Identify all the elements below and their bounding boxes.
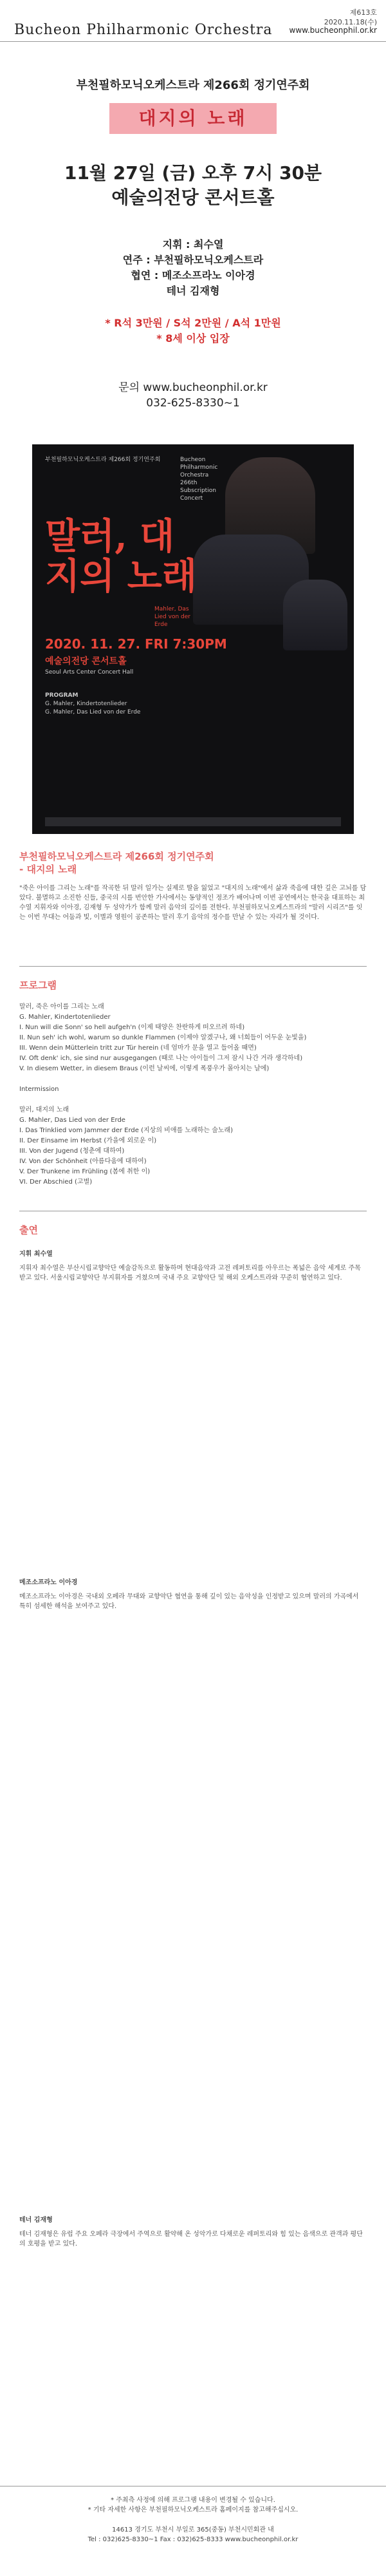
program-item: IV. Oft denk' ich, sie sind nur ausgegangen (때로 나는 아이들이 그저 잠시 나간 거라 생각하네) [19, 1055, 303, 1062]
program-item: G. Mahler, Kindertotenlieder [19, 1014, 111, 1021]
price-line: * R석 3만원 / S석 2만원 / A석 1만원 [105, 317, 281, 329]
concert-poster [32, 444, 354, 683]
footer [0, 2496, 386, 2544]
footer-address: 14613 경기도 부천시 부일로 365(중동) 부천시민회관 내 [112, 2526, 274, 2533]
event-credits [0, 237, 386, 299]
program-item: V. Der Trunkene im Frühling (봄에 취한 이) [19, 1168, 151, 1175]
soloist-credit-1: 협연 : 메조소프라노 이아경 [131, 269, 255, 281]
program-item: I. Das Trinklied vom Jammer der Erde (지상의 비애를 노래하는 술노래) [19, 1127, 234, 1134]
notice-title-line: 부천필하모닉오케스트라 제266회 정기연주회 [19, 851, 214, 862]
issue-number: 제613호 [349, 8, 377, 17]
program-item: III. Von der Jugend (청춘에 대하여) [19, 1148, 125, 1155]
program-item: III. Wenn dein Mütterlein tritt zur Tür herein (네 엄마가 문을 열고 들어올 때면) [19, 1045, 257, 1052]
notice-body: "죽은 아이를 그리는 노래"를 작곡한 뒤 말러 일가는 실제로 딸을 잃었고 "대지의 노래"에서 삶과 죽음에 대한 깊은 고뇌를 담았다. 불멸하고 소진한 신들, 중국의 시를 번안한 가사에서는 동양적인 정조가 배어나며 이번 공연에서는 한국을 대표하는 최수열 지휘자와 이아경, 김재형 두 성악가가 함께 말러 음악의 깊이를 전한다. 부천필하모닉오케스트라의 "말러 시리즈"를 잇는 이번 무대는 어둠과 빛, 이별과 영원이 공존하는 말러 후기 음악의 정수를 만날 수 있는 자리가 될 것이다. [19, 885, 367, 921]
title-banner [109, 103, 277, 134]
mezzo-heading: 메조소프라노 이아경 [19, 1579, 78, 1586]
contact-phone: 032-625-8330~1 [146, 397, 240, 410]
poster-org-en: Bucheon Philharmonic Orchestra 266th Subscription Concert [180, 457, 218, 502]
conductor-credit: 지휘 : 최수열 [162, 238, 224, 251]
event-title: 대지의 노래 [138, 108, 248, 129]
footer-contact: Tel : 032)625-8330~1 Fax : 032)625-8333 www.bucheonphil.or.kr [87, 2536, 299, 2543]
program-item: II. Der Einsame im Herbst (가을에 외로운 이) [19, 1137, 157, 1144]
poster-program-panel [32, 683, 354, 834]
program-item: V. In diesem Wetter, in diesem Braus (이런 날씨에, 이렇게 폭풍우가 몰아치는 날에) [19, 1065, 270, 1072]
program-item: II. Nun seh' ich wohl, warum so dunkle Flammen (이제야 알겠구나, 왜 너희들이 어두운 눈빛을) [19, 1034, 307, 1041]
tenor-heading: 테너 김재형 [19, 2217, 53, 2224]
poster-program-label: PROGRAM [45, 692, 78, 699]
program-list [19, 1002, 367, 1188]
age-limit: * 8세 이상 입장 [156, 332, 230, 345]
sponsor-logos [45, 817, 341, 826]
poster-date: 2020. 11. 27. FRI 7:30PM [45, 636, 227, 652]
poster-title-en: Mahler, Das Lied von der Erde [154, 606, 190, 628]
event-venue: 예술의전당 콘서트홀 [111, 187, 275, 208]
poster-program-item: G. Mahler, Kindertotenlieder [45, 701, 127, 707]
mezzo-bio: 메조소프라노 이아경은 국내외 오페라 무대와 교향악단 협연을 통해 깊이 있는 음악성을 인정받고 있으며 말러의 가곡에서 특히 섬세한 해석을 보여주고 있다. [19, 1593, 359, 1610]
event-subtitle: 부천필하모닉오케스트라 제266회 정기연주회 [76, 79, 310, 92]
contact-info [0, 380, 386, 411]
event-when [0, 161, 386, 210]
issue-meta [324, 8, 377, 27]
contact-url[interactable]: 문의 www.bucheonphil.or.kr [118, 381, 268, 394]
soloist-credit-2: 테너 김재형 [166, 285, 220, 297]
orchestra-credit: 연주 : 부천필하모닉오케스트라 [122, 254, 264, 266]
poster-program-item: G. Mahler, Das Lied von der Erde [45, 709, 141, 715]
conductor-bio: 지휘자 최수열은 부산시립교향악단 예술감독으로 활동하며 현대음악과 고전 레퍼토리를 아우르는 폭넓은 음악 세계로 주목받고 있다. 서울시립교향악단 부지휘자를 거쳤으며 국내 주요 교향악단 및 해외 오케스트라와 꾸준히 협연하고 있다. [19, 1265, 361, 1282]
performers-title: 출연 [19, 1224, 38, 1236]
orchestra-logo: Bucheon Philharmonic Orchestra [14, 22, 273, 38]
conductor-heading: 지휘 최수열 [19, 1251, 53, 1258]
poster-org: 부천필하모닉오케스트라 제266회 정기연주회 [45, 457, 161, 463]
notice-title [19, 850, 214, 876]
header-divider [0, 41, 386, 42]
poster-venue-en: Seoul Arts Center Concert Hall [45, 669, 134, 676]
footer-note: * 기타 자세한 사항은 부천필하모닉오케스트라 홈페이지를 참고해주십시오. [87, 2506, 299, 2514]
poster-title: 말러, 대지의 노래 [45, 515, 197, 598]
program-spacer [19, 1095, 367, 1105]
event-datetime: 11월 27일 (금) 오후 7시 30분 [64, 162, 322, 184]
issue-date: 2020.11.18(수) [324, 18, 377, 26]
header-url[interactable]: www.bucheonphil.or.kr [289, 26, 377, 35]
notice-title-line: - 대지의 노래 [19, 864, 77, 875]
program-item: 말러, 죽은 아이를 그리는 노래 [19, 1003, 104, 1010]
intermission: Intermission [19, 1086, 59, 1093]
footer-note: * 주최측 사정에 의해 프로그램 내용이 변경될 수 있습니다. [111, 2497, 275, 2504]
program-spacer [19, 1074, 367, 1084]
program-item: VI. Der Abschied (고별) [19, 1179, 93, 1186]
tenor-bio: 테너 김재형은 유럽 주요 오페라 극장에서 주역으로 활약해 온 성악가로 다채로운 레퍼토리와 힘 있는 음색으로 관객과 평단의 호평을 받고 있다. [19, 2231, 363, 2248]
program-item: IV. Von der Schönheit (아름다움에 대하여) [19, 1158, 147, 1165]
program-item: I. Nun will die Sonn' so hell aufgeh'n (이제 태양은 찬란하게 떠오르려 하네) [19, 1024, 245, 1031]
poster-venue: 예술의전당 콘서트홀 [45, 656, 127, 667]
poster-program [45, 692, 140, 717]
program-title: 프로그램 [19, 980, 57, 991]
program-item: G. Mahler, Das Lied von der Erde [19, 1117, 125, 1124]
program-item: 말러, 대지의 노래 [19, 1106, 69, 1113]
section-divider [19, 966, 367, 967]
ticket-prices [0, 316, 386, 346]
soloist-photo-tenor [283, 580, 347, 650]
